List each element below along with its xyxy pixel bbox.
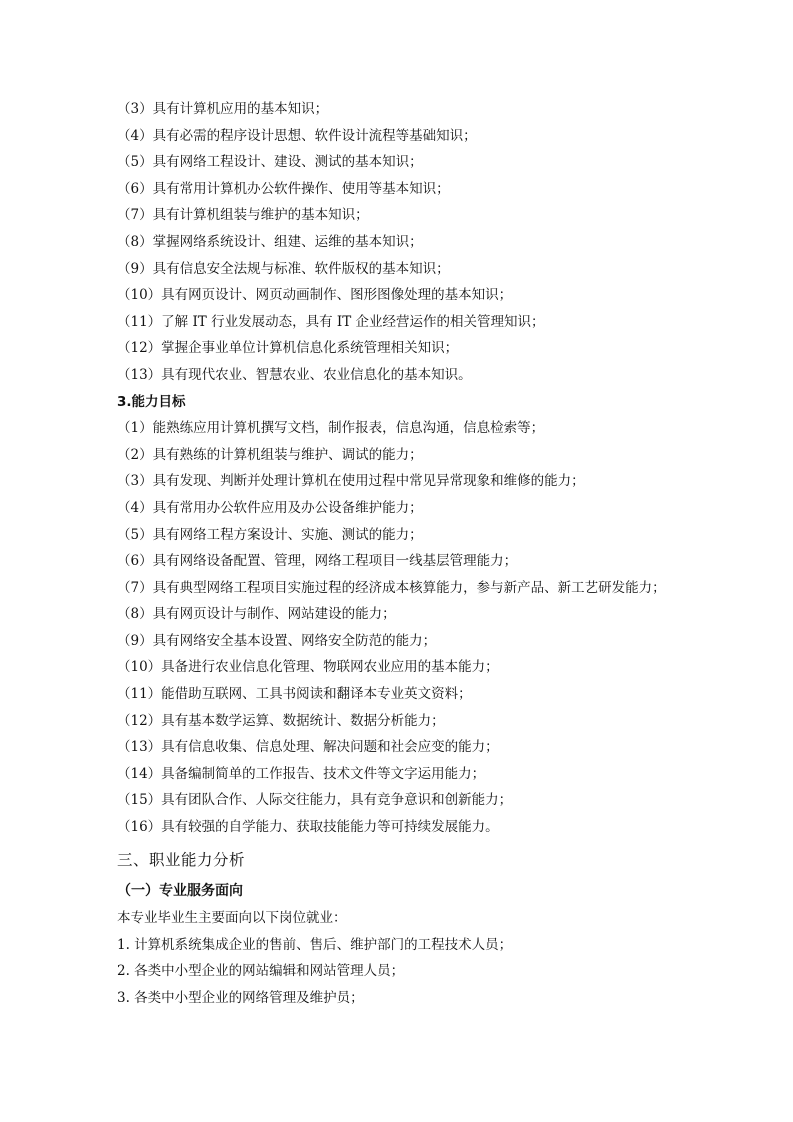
knowledge-item: （10）具有网页设计、网页动画制作、图形图像处理的基本知识； xyxy=(117,287,513,304)
job-item: 2. 各类中小型企业的网站编辑和网站管理人员； xyxy=(117,963,405,980)
knowledge-item: （12）掌握企事业单位计算机信息化系统管理相关知识； xyxy=(117,340,459,357)
ability-item: （12）具有基本数学运算、数据统计、数据分析能力； xyxy=(117,712,445,729)
ability-item: （10）具备进行农业信息化管理、物联网农业应用的基本能力； xyxy=(117,659,499,676)
knowledge-item: （9）具有信息安全法规与标准、软件版权的基本知识； xyxy=(117,260,450,277)
knowledge-item: （13）具有现代农业、智慧农业、农业信息化的基本知识。 xyxy=(117,366,472,383)
sub-section-title: （一）专业服务面向 xyxy=(117,883,243,899)
section-title: 三、职业能力分析 xyxy=(117,851,246,869)
knowledge-item: （6）具有常用计算机办公软件操作、使用等基本知识； xyxy=(117,180,450,197)
ability-item: （16）具有较强的自学能力、获取技能能力等可持续发展能力。 xyxy=(117,819,499,836)
job-item: 1. 计算机系统集成企业的售前、售后、维护部门的工程技术人员； xyxy=(117,936,513,953)
section-block xyxy=(117,846,757,1011)
ability-item: （5）具有网络工程方案设计、实施、测试的能力； xyxy=(117,526,423,543)
ability-item: （4）具有常用办公软件应用及办公设备维护能力； xyxy=(117,499,423,516)
ability-item: （9）具有网络安全基本设置、网络安全防范的能力； xyxy=(117,632,437,649)
knowledge-list xyxy=(117,96,757,841)
ability-item: （11）能借助互联网、工具书阅读和翻译本专业英文资料； xyxy=(117,686,472,703)
ability-item: （7）具有典型网络工程项目实施过程的经济成本核算能力，参与新产品、新工艺研发能力； xyxy=(117,579,666,596)
ability-item: （8）具有网页设计与制作、网站建设的能力； xyxy=(117,606,396,623)
ability-item: （13）具有信息收集、信息处理、解决问题和社会应变的能力； xyxy=(117,739,499,756)
ability-item: （1）能熟练应用计算机撰写文档，制作报表，信息沟通，信息检索等； xyxy=(117,420,545,437)
knowledge-item: （5）具有网络工程设计、建设、测试的基本知识； xyxy=(117,154,423,171)
knowledge-item: （3）具有计算机应用的基本知识； xyxy=(117,101,329,117)
job-item: 3. 各类中小型企业的网络管理及维护员； xyxy=(117,989,364,1006)
ability-item: （14）具备编制简单的工作报告、技术文件等文字运用能力； xyxy=(117,765,486,782)
knowledge-item: （8）掌握网络系统设计、组建、运维的基本知识； xyxy=(117,233,423,250)
knowledge-item: （11）了解 IT 行业发展动态，具有 IT 企业经营运作的相关管理知识； xyxy=(117,313,545,330)
ability-heading: 3.能力目标 xyxy=(117,393,186,410)
ability-item: （6）具有网络设备配置、管理，网络工程项目一线基层管理能力； xyxy=(117,553,518,570)
ability-item: （3）具有发现、判断并处理计算机在使用过程中常见异常现象和维修的能力； xyxy=(117,473,585,490)
intro-paragraph: 本专业毕业生主要面向以下岗位就业： xyxy=(117,910,347,926)
knowledge-item: （7）具有计算机组装与维护的基本知识； xyxy=(117,207,369,224)
ability-item: （15）具有团队合作、人际交往能力，具有竞争意识和创新能力； xyxy=(117,792,513,809)
ability-item: （2）具有熟练的计算机组装与维护、调试的能力； xyxy=(117,446,423,463)
knowledge-item: （4）具有必需的程序设计思想、软件设计流程等基础知识； xyxy=(117,127,477,144)
